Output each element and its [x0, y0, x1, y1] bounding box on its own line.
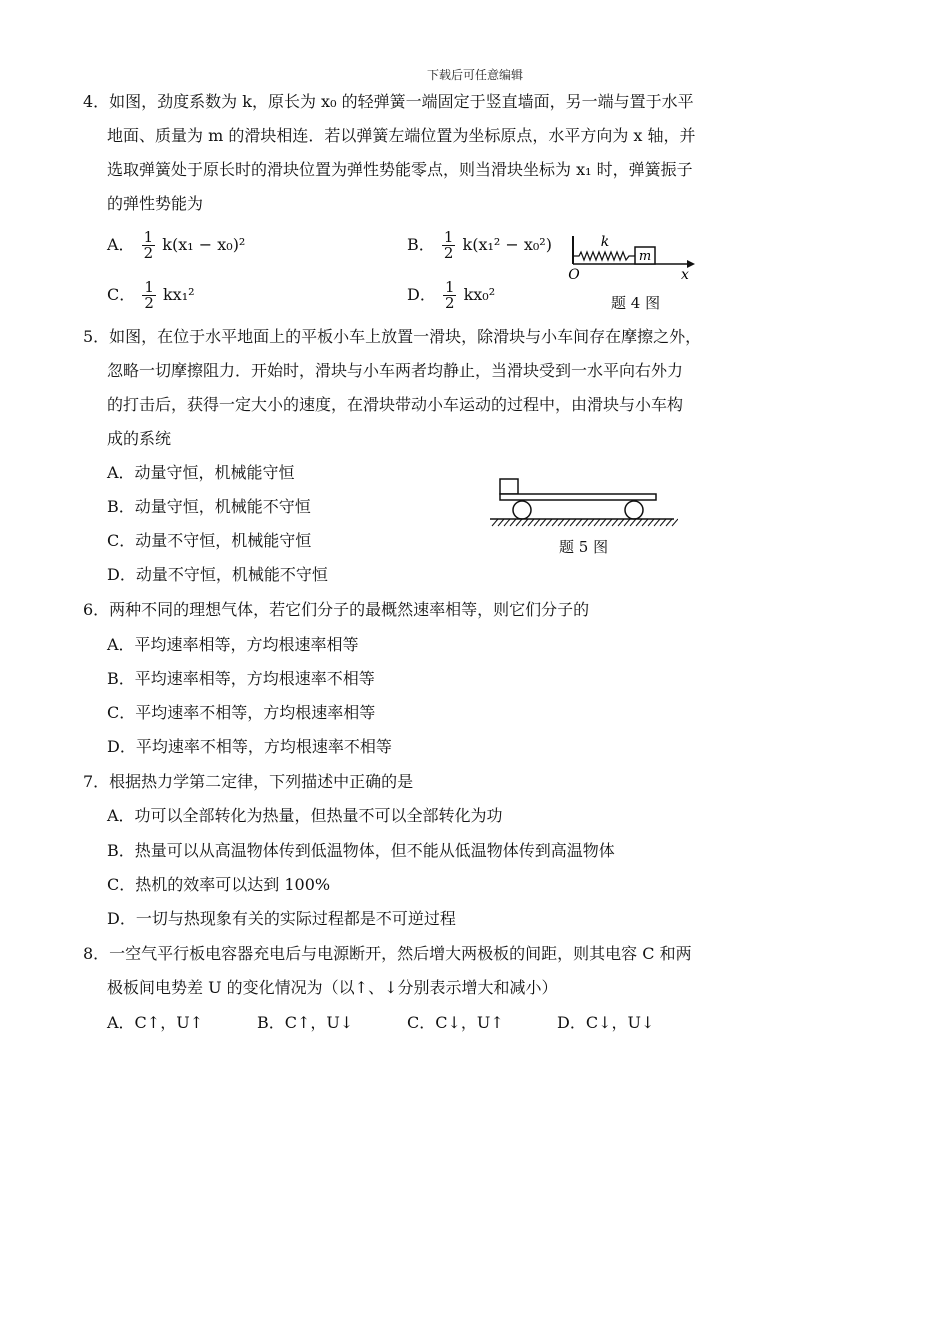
question-8-option-c: C．C↓，U↑ [407, 1013, 504, 1032]
label-origin: O [568, 267, 580, 283]
question-5-line-1: 5．如图，在位于水平地面上的平板小车上放置一滑块，除滑块与小车间存在摩擦之外， [83, 327, 702, 346]
question-4-line-3: 选取弹簧处于原长时的滑块位置为弹性势能零点，则当滑块坐标为 x₁ 时，弹簧振子 [107, 160, 693, 179]
figure-4-caption: 题 4 图 [611, 294, 661, 312]
question-7-option-d: D．一切与热现象有关的实际过程都是不可逆过程 [107, 909, 456, 928]
cart-wheel-left-icon [513, 501, 531, 519]
question-6-stem: 6．两种不同的理想气体，若它们分子的最概然速率相等，则它们分子的 [83, 600, 590, 619]
option-c-label: C． [107, 285, 136, 304]
question-7-option-b: B．热量可以从高温物体传到低温物体，但不能从低温物体传到高温物体 [107, 841, 615, 860]
question-8-line-1: 8．一空气平行板电容器充电后与电源断开，然后增大两极板的间距，则其电容 C 和两 [83, 944, 692, 963]
option-a-expression: k(x₁ − x₀)² [162, 235, 246, 254]
option-a-label: A． [107, 235, 135, 254]
fraction-one-half: $\frac{1}{2}$ [443, 228, 454, 262]
option-c-expression: kx₁² [162, 285, 195, 304]
option-d-expression: kx₀² [463, 285, 496, 304]
question-5-option-a: A．动量守恒，机械能守恒 [107, 463, 295, 482]
label-k: k [600, 234, 610, 250]
ground-hatching [492, 519, 678, 526]
label-x: x [681, 267, 689, 283]
question-5-line-2: 忽略一切摩擦阻力．开始时，滑块与小车两者均静止，当滑块受到一水平向右外力 [107, 361, 684, 380]
figure-5-caption: 题 5 图 [559, 538, 609, 556]
cart-wheel-right-icon [625, 501, 643, 519]
question-6-option-b: B．平均速率相等，方均根速率不相等 [107, 669, 375, 688]
label-m: m [638, 249, 652, 264]
question-6-option-a: A．平均速率相等，方均根速率相等 [107, 635, 359, 654]
question-4-line-2: 地面、质量为 m 的滑块相连．若以弹簧左端位置为坐标原点，水平方向为 x 轴，并 [107, 126, 696, 145]
spring-icon [573, 252, 635, 260]
figure-5-cart [488, 474, 678, 528]
question-7-option-c: C．热机的效率可以达到 100% [107, 875, 331, 894]
question-5-option-b: B．动量守恒，机械能不守恒 [107, 497, 311, 516]
question-4-line-4: 的弹性势能为 [107, 194, 204, 213]
page-header: 下载后可任意编辑 [426, 68, 523, 82]
question-7-stem: 7．根据热力学第二定律，下列描述中正确的是 [83, 772, 414, 791]
question-5-option-d: D．动量不守恒，机械能不守恒 [107, 565, 328, 584]
figure-4-spring-block [565, 232, 705, 284]
question-8-line-2: 极板间电势差 U 的变化情况为（以↑、↓分别表示增大和减小） [107, 978, 558, 997]
question-7-option-a: A．功可以全部转化为热量，但热量不可以全部转化为功 [107, 806, 503, 825]
question-4-option-c [107, 280, 195, 311]
question-4-option-a [107, 230, 245, 261]
question-6-option-c: C．平均速率不相等，方均根速率相等 [107, 703, 376, 722]
option-b-label: B． [407, 235, 435, 254]
question-8-option-b: B．C↑，U↓ [257, 1013, 354, 1032]
question-8-option-a: A．C↑，U↑ [107, 1013, 204, 1032]
question-6-option-d: D．平均速率不相等，方均根速率不相等 [107, 737, 392, 756]
question-8-option-d: D．C↓，U↓ [557, 1013, 655, 1032]
option-b-expression: k(x₁² − x₀²) [462, 235, 552, 254]
question-5-option-c: C．动量不守恒，机械能守恒 [107, 531, 312, 550]
cart-platform [500, 494, 656, 500]
question-4-line-1: 4．如图，劲度系数为 k，原长为 x₀ 的轻弹簧一端固定于竖直墙面，另一端与置于水平 [83, 92, 694, 111]
question-4-option-d [407, 280, 495, 311]
fraction-one-half: $\frac{1}{2}$ [444, 278, 455, 312]
fraction-one-half: $\frac{1}{2}$ [143, 228, 154, 262]
fraction-one-half: $\frac{1}{2}$ [144, 278, 154, 312]
question-5-line-3: 的打击后，获得一定大小的速度，在滑块带动小车运动的过程中，由滑块与小车构 [107, 395, 684, 414]
question-5-line-4: 成的系统 [107, 429, 172, 448]
slider-block [500, 479, 518, 494]
option-d-label: D． [407, 285, 436, 304]
question-4-option-b [407, 230, 552, 261]
